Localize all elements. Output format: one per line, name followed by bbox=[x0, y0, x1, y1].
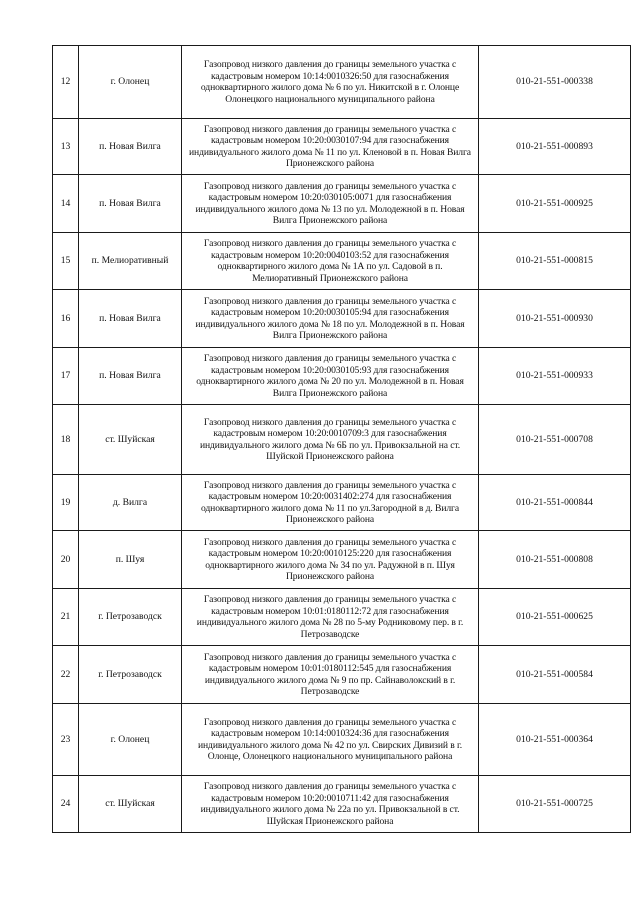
row-location: п. Новая Вилга bbox=[79, 119, 182, 175]
row-location: п. Новая Вилга bbox=[79, 175, 182, 233]
gas-pipeline-registry-table bbox=[52, 45, 631, 833]
row-description: Газопровод низкого давления до границы земельного участка с кадастровым номером 10:20:0031402:274 для газоснабжения одноквартирного жилого дома № 11 по ул.Загородной в д. Вилга Прионежского района bbox=[182, 475, 479, 531]
row-code: 010-21-551-000364 bbox=[479, 704, 631, 776]
row-location: п. Шуя bbox=[79, 531, 182, 589]
row-code: 010-21-551-000625 bbox=[479, 589, 631, 646]
row-location: п. Мелиоративный bbox=[79, 233, 182, 290]
row-number: 23 bbox=[53, 704, 79, 776]
row-number: 18 bbox=[53, 405, 79, 475]
row-description: Газопровод низкого давления до границы земельного участка с кадастровым номером 10:20:030105:0071 для газоснабжения индивидуального жилого дома № 13 по ул. Молодежной в п. Новая Вилга Прионежского района bbox=[182, 175, 479, 233]
row-number: 22 bbox=[53, 646, 79, 704]
table-row bbox=[53, 589, 631, 646]
row-number: 13 bbox=[53, 119, 79, 175]
row-description: Газопровод низкого давления до границы земельного участка с кадастровым номером 10:20:0030105:94 для газоснабжения индивидуального жилого дома № 18 по ул. Молодежной в п. Новая Вилга Прионежского района bbox=[182, 290, 479, 348]
row-number: 24 bbox=[53, 776, 79, 833]
row-description: Газопровод низкого давления до границы земельного участка с кадастровым номером 10:01:0180112:72 для газоснабжения индивидуального жилого дома № 28 по 5-му Родниковому пер. в г. Петрозаводске bbox=[182, 589, 479, 646]
row-description: Газопровод низкого давления до границы земельного участка с кадастровым номером 10:20:0030107:94 для газоснабжения индивидуального жилого дома № 11 по ул. Кленовой в п. Новая Вилга Прионежского района bbox=[182, 119, 479, 175]
row-description: Газопровод низкого давления до границы земельного участка с кадастровым номером 10:14:0010324:36 для газоснабжения индивидуального жилого дома № 42 по ул. Свирских Дивизий в г. Олонце, Олонецкого национального муниципального района bbox=[182, 704, 479, 776]
row-number: 20 bbox=[53, 531, 79, 589]
row-number: 21 bbox=[53, 589, 79, 646]
row-code: 010-21-551-000815 bbox=[479, 233, 631, 290]
table-row bbox=[53, 46, 631, 119]
row-description: Газопровод низкого давления до границы земельного участка с кадастровым номером 10:20:0010709:3 для газоснабжения индивидуального жилого дома № 6Б по ул. Привокзальной на ст. Шуйской Прионежского района bbox=[182, 405, 479, 475]
row-number: 12 bbox=[53, 46, 79, 119]
row-number: 16 bbox=[53, 290, 79, 348]
table-row bbox=[53, 646, 631, 704]
row-location: г. Петрозаводск bbox=[79, 646, 182, 704]
row-number: 19 bbox=[53, 475, 79, 531]
row-location: г. Олонец bbox=[79, 46, 182, 119]
row-location: п. Новая Вилга bbox=[79, 290, 182, 348]
row-location: п. Новая Вилга bbox=[79, 348, 182, 405]
row-description: Газопровод низкого давления до границы земельного участка с кадастровым номером 10:14:0010326:50 для газоснабжения одноквартирного жилого дома № 6 по ул. Никитской в г. Олонце Олонецкого национального муниципального района bbox=[182, 46, 479, 119]
table-row bbox=[53, 348, 631, 405]
table-row bbox=[53, 704, 631, 776]
row-code: 010-21-551-000338 bbox=[479, 46, 631, 119]
table-row bbox=[53, 290, 631, 348]
row-location: ст. Шуйская bbox=[79, 405, 182, 475]
row-description: Газопровод низкого давления до границы земельного участка с кадастровым номером 10:20:0010711:42 для газоснабжения индивидуального жилого дома № 22а по ул. Привокзальной в ст. Шуйская Прионежского района bbox=[182, 776, 479, 833]
row-number: 17 bbox=[53, 348, 79, 405]
row-code: 010-21-551-000933 bbox=[479, 348, 631, 405]
row-code: 010-21-551-000844 bbox=[479, 475, 631, 531]
row-code: 010-21-551-000708 bbox=[479, 405, 631, 475]
table-row bbox=[53, 531, 631, 589]
row-description: Газопровод низкого давления до границы земельного участка с кадастровым номером 10:20:0010125:220 для газоснабжения одноквартирного жилого дома № 34 по ул. Радужной в п. Шуя Прионежского района bbox=[182, 531, 479, 589]
row-location: г. Олонец bbox=[79, 704, 182, 776]
table-row bbox=[53, 475, 631, 531]
row-code: 010-21-551-000808 bbox=[479, 531, 631, 589]
row-description: Газопровод низкого давления до границы земельного участка с кадастровым номером 10:20:0040103:52 для газоснабжения одноквартирного жилого дома № 1А по ул. Садовой в п. Мелиоративный Прионежского района bbox=[182, 233, 479, 290]
table-row bbox=[53, 175, 631, 233]
row-location: г. Петрозаводск bbox=[79, 589, 182, 646]
row-code: 010-21-551-000893 bbox=[479, 119, 631, 175]
row-code: 010-21-551-000584 bbox=[479, 646, 631, 704]
table-row bbox=[53, 776, 631, 833]
row-description: Газопровод низкого давления до границы земельного участка с кадастровым номером 10:01:0180112:545 для газоснабжения индивидуального жилого дома № 9 по пр. Сайнаволокский в г. Петрозаводске bbox=[182, 646, 479, 704]
row-number: 14 bbox=[53, 175, 79, 233]
row-code: 010-21-551-000930 bbox=[479, 290, 631, 348]
row-description: Газопровод низкого давления до границы земельного участка с кадастровым номером 10:20:0030105:93 для газоснабжения одноквартирного жилого дома № 20 по ул. Молодежной в п. Новая Вилга Прионежского района bbox=[182, 348, 479, 405]
row-code: 010-21-551-000725 bbox=[479, 776, 631, 833]
row-number: 15 bbox=[53, 233, 79, 290]
row-location: ст. Шуйская bbox=[79, 776, 182, 833]
table-row bbox=[53, 119, 631, 175]
table-row bbox=[53, 233, 631, 290]
table-row bbox=[53, 405, 631, 475]
row-location: д. Вилга bbox=[79, 475, 182, 531]
row-code: 010-21-551-000925 bbox=[479, 175, 631, 233]
